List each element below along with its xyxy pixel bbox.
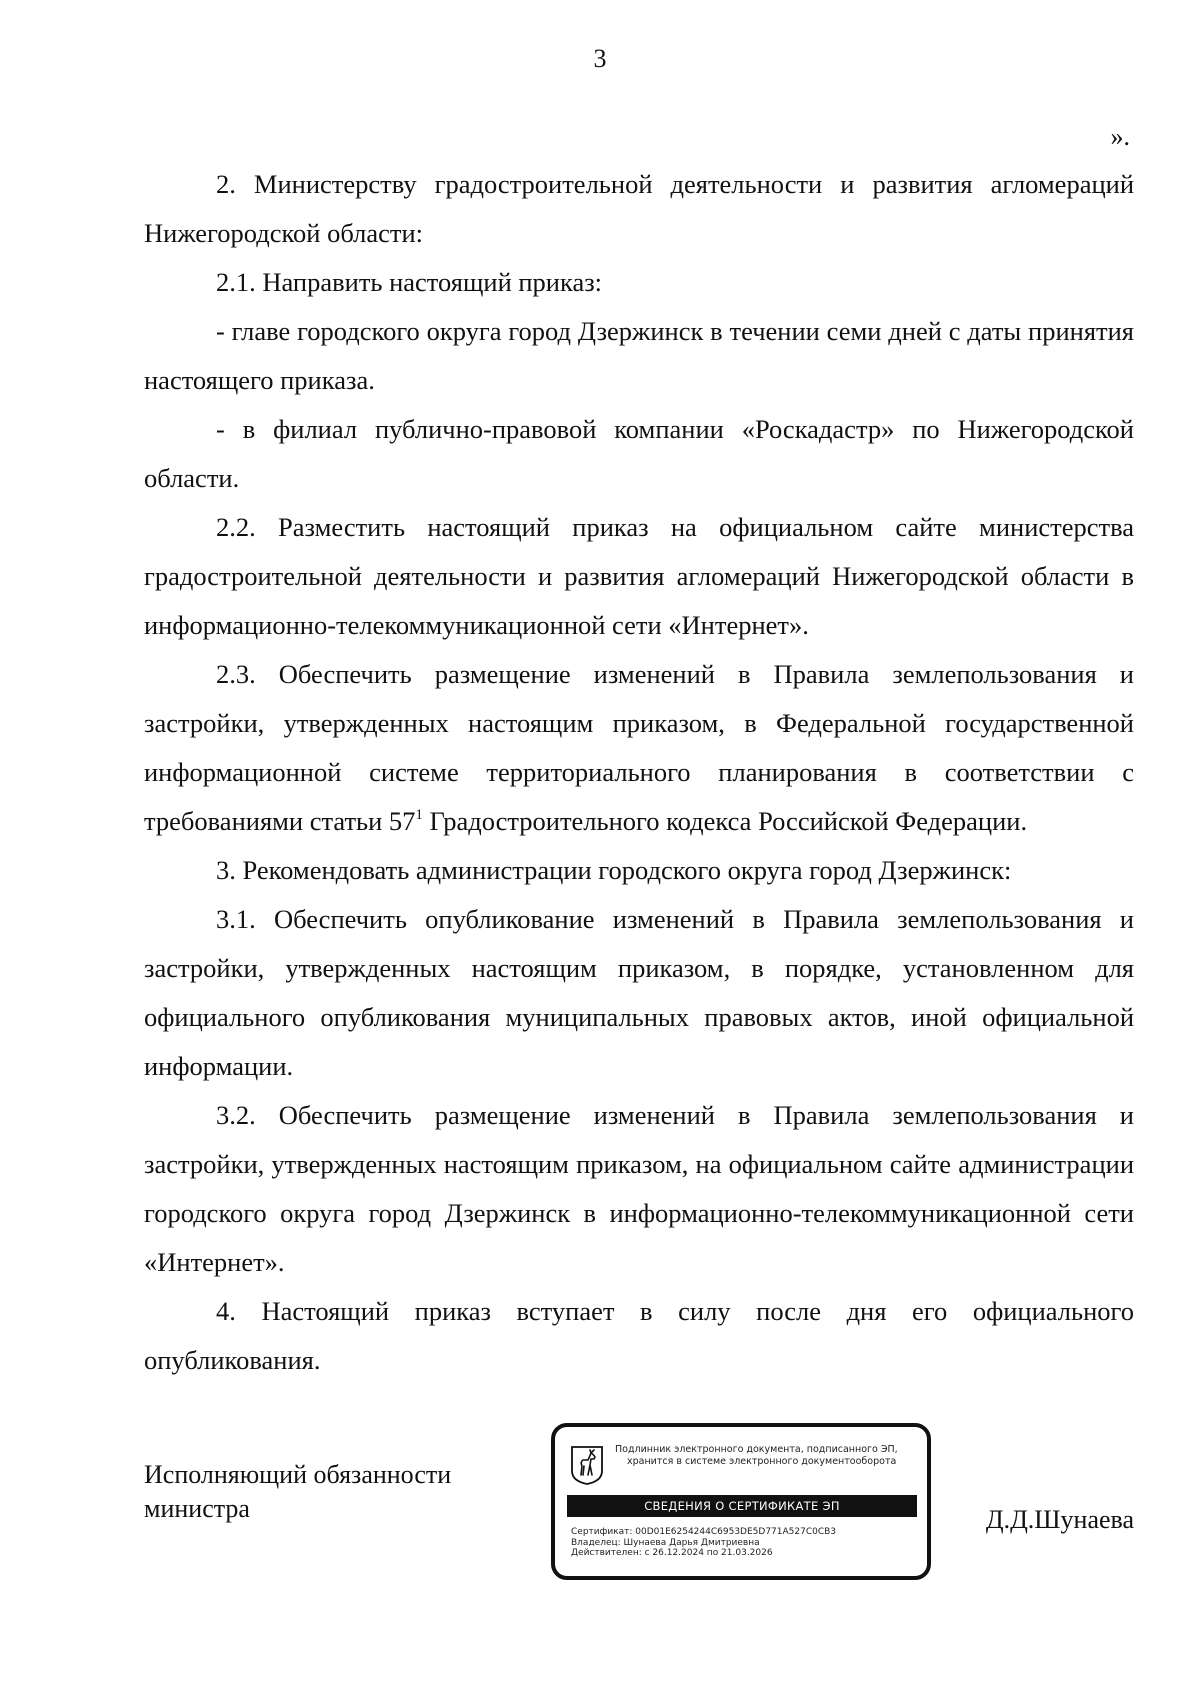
paragraph-2-3-superscript: 1 [415,807,423,823]
stamp-valid: Действителен: с 26.12.2024 по 21.03.2026 [571,1548,773,1558]
paragraph-2-3-text: 2.3. Обеспечить размещение изменений в Правила землепользования и застройки, утвержденных настоящим приказом, в Федеральной государственной информационной системе территориального планирования в соответствии с требованиями статьи 57 [144,659,1134,836]
stamp-caption-line1: Подлинник электронного документа, подписанного ЭП, [615,1444,898,1455]
signatory-role [144,1458,451,1526]
paragraph-2-3 [144,650,1134,846]
deer-emblem-icon [570,1445,604,1485]
paragraph-2-3-tail: Градостроительного кодекса Российской Федерации. [422,806,1028,836]
paragraph-2-1: 2.1. Направить настоящий приказ: [216,267,603,297]
paragraph-3-1: 3.1. Обеспечить опубликование изменений в Правила землепользования и застройки, утвержденных настоящим приказом, в порядке, установленном для официального опубликования муниципальных правовых актов, иной официальной информации. [144,904,1134,1081]
paragraph-2: 2. Министерству градостроительной деятельности и развития агломераций Нижегородской области: [144,169,1134,248]
stamp-caption [615,1444,920,1468]
paragraph-4: 4. Настоящий приказ вступает в силу после дня его официального опубликования. [144,1296,1134,1375]
page-number: 3 [593,44,607,73]
electronic-signature-stamp [551,1423,931,1580]
paragraph-3-2: 3.2. Обеспечить размещение изменений в Правила землепользования и застройки, утвержденных настоящим приказом, на официальном сайте администрации городского округа город Дзержинск в информационно-телекоммуникационной сети «Интернет». [144,1100,1134,1277]
stamp-title-bar: СВЕДЕНИЯ О СЕРТИФИКАТЕ ЭП [567,1495,917,1517]
stamp-details [571,1527,836,1559]
document-body [144,160,1134,1385]
paragraph-2-1-item-2: - в филиал публично-правовой компании «Роскадастр» по Нижегородской области. [144,414,1134,493]
signatory-role-line2: министра [144,1494,250,1523]
paragraph-2-2: 2.2. Разместить настоящий приказ на официальном сайте министерства градостроительной деятельности и развития агломераций Нижегородской области в информационно-телекоммуникационной сети «Интернет». [144,512,1134,640]
stamp-owner: Владелец: Шунаева Дарья Дмитриевна [571,1537,760,1548]
paragraph-3: 3. Рекомендовать администрации городского округа город Дзержинск: [216,855,1012,885]
stamp-caption-line2: хранится в системе электронного документооборота [627,1456,897,1467]
stamp-certificate: Сертификат: 00D01E6254244C6953DE5D771A527C0CB3 [571,1527,837,1537]
paragraph-2-1-item-1: - главе городского округа город Дзержинск в течении семи дней с даты принятия настоящего приказа. [144,316,1134,395]
signatory-role-line1: Исполняющий обязанности [144,1460,452,1489]
signatory-name: Д.Д.Шунаева [985,1505,1134,1534]
closing-quote: ». [1110,122,1130,151]
